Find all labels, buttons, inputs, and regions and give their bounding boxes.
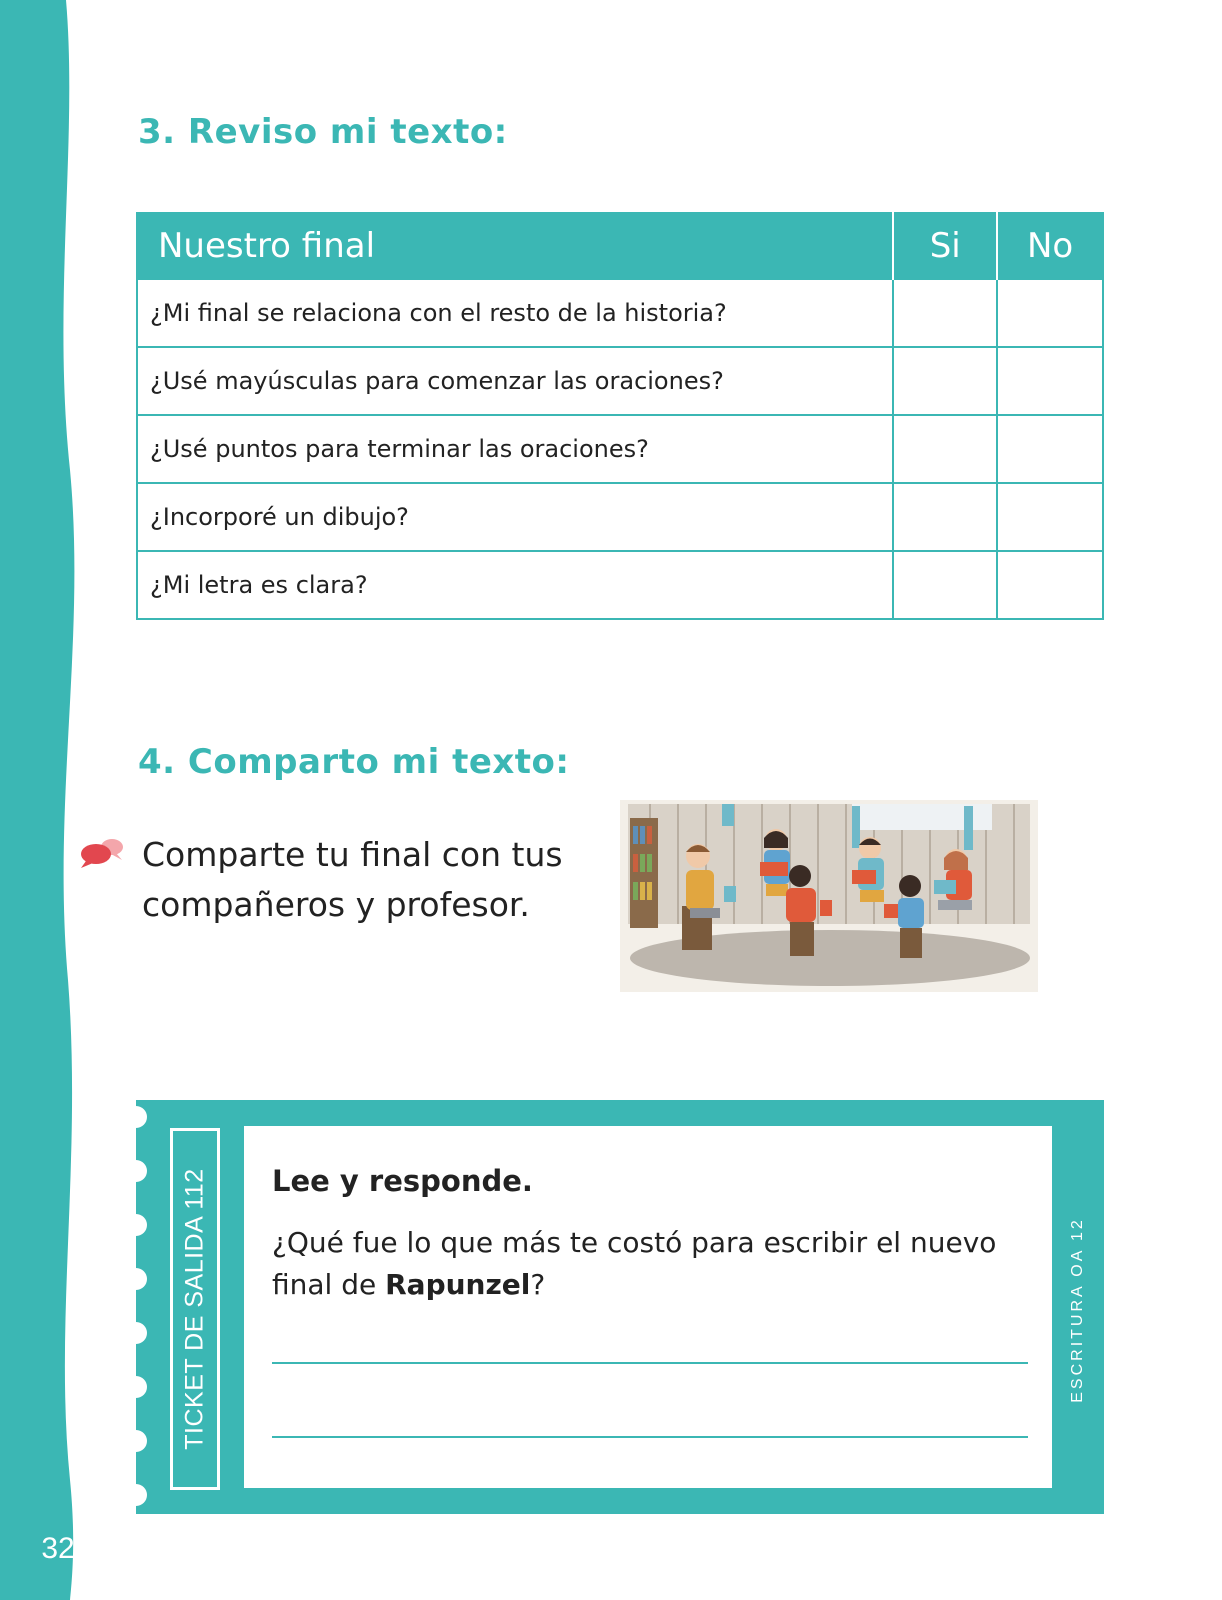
checkbox-no[interactable]	[997, 347, 1103, 415]
checklist-question: ¿Incorporé un dibujo?	[137, 483, 893, 551]
ticket-notch	[125, 1430, 147, 1452]
table-row	[137, 483, 1103, 551]
ticket-question-bold: Rapunzel	[385, 1268, 531, 1301]
ticket-notch	[125, 1376, 147, 1398]
table-header-row	[137, 213, 1103, 279]
checkbox-no[interactable]	[997, 551, 1103, 619]
exit-ticket	[136, 1100, 1104, 1514]
ticket-notch	[125, 1322, 147, 1344]
checkbox-si[interactable]	[893, 279, 997, 347]
checkbox-si[interactable]	[893, 483, 997, 551]
ticket-label: TICKET DE SALIDA 112	[180, 1168, 209, 1450]
checklist-question: ¿Usé mayúsculas para comenzar las oraciones?	[137, 347, 893, 415]
share-instruction-line-1: Comparte tu final con tus	[142, 835, 563, 874]
header-si: Si	[893, 213, 997, 279]
side-band	[0, 0, 90, 1600]
table-row	[137, 551, 1103, 619]
ticket-notch	[125, 1484, 147, 1506]
ticket-question	[272, 1222, 1032, 1306]
checkbox-si[interactable]	[893, 551, 997, 619]
section-heading-comparto: 4. Comparto mi texto:	[138, 742, 570, 782]
ticket-notch	[125, 1106, 147, 1128]
checkbox-no[interactable]	[997, 483, 1103, 551]
ticket-label-box	[170, 1128, 220, 1490]
ticket-notch	[125, 1214, 147, 1236]
ticket-card	[244, 1126, 1052, 1488]
table-row	[137, 415, 1103, 483]
checklist-question: ¿Mi final se relaciona con el resto de la historia?	[137, 279, 893, 347]
ticket-title: Lee y responde.	[272, 1164, 533, 1198]
ticket-question-text: ¿Qué fue lo que más te costó para escribir el nuevo final de	[272, 1226, 997, 1301]
header-no: No	[997, 213, 1103, 279]
checkbox-si[interactable]	[893, 415, 997, 483]
header-nuestro-final: Nuestro final	[137, 213, 893, 279]
checkbox-no[interactable]	[997, 415, 1103, 483]
checkbox-no[interactable]	[997, 279, 1103, 347]
table-row	[137, 279, 1103, 347]
section-heading-reviso: 3. Reviso mi texto:	[138, 112, 508, 152]
page-number: 32	[41, 1532, 75, 1565]
table-row	[137, 347, 1103, 415]
ticket-notch	[125, 1160, 147, 1182]
answer-line[interactable]	[272, 1362, 1028, 1364]
checklist-question: ¿Mi letra es clara?	[137, 551, 893, 619]
share-instruction-line-2: compañeros y profesor.	[142, 885, 530, 924]
ticket-side-label: ESCRITURA OA 12	[1069, 1217, 1086, 1403]
children-reading-illustration	[620, 800, 1038, 992]
speech-bubbles-icon	[78, 836, 126, 870]
answer-line[interactable]	[272, 1436, 1028, 1438]
revision-checklist	[136, 212, 1104, 620]
checkbox-si[interactable]	[893, 347, 997, 415]
share-instruction	[142, 830, 612, 930]
ticket-question-end: ?	[530, 1268, 546, 1301]
ticket-notch	[125, 1268, 147, 1290]
checklist-question: ¿Usé puntos para terminar las oraciones?	[137, 415, 893, 483]
